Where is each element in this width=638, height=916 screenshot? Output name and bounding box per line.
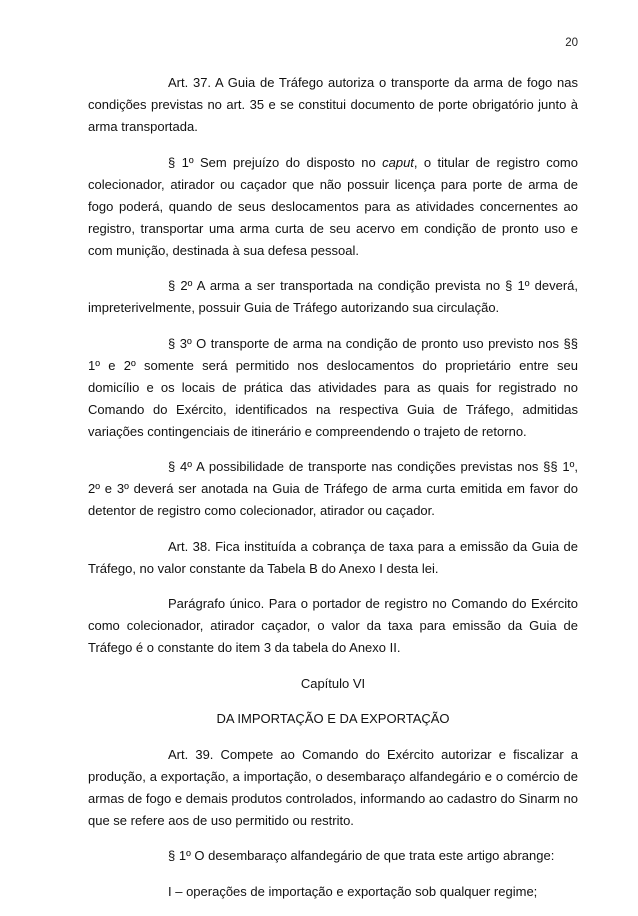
article-38-sole-paragraph: Parágrafo único. Para o portador de registro no Comando do Exército como colecionador, atirador caçador, o valor da taxa para emissão da Guia de Tráfego é o constante do item 3 da tabela do Anexo II.: [88, 596, 578, 655]
document-body: [88, 72, 578, 916]
article-39-item-i: I – operações de importação e exportação sob qualquer regime;: [168, 883, 538, 899]
article-37-paragraph-3: § 3º O transporte de arma na condição de pronto uso previsto nos §§ 1º e 2º somente será permitido nos deslocamentos do proprietário entre seu domicílio e os locais de prática das atividades para as quais for registrado no Comando do Exército, identificados na respectiva Guia de Tráfego, admitidas variações contingenciais de itinerário e compreendendo o trajeto de retorno.: [88, 335, 578, 439]
article-39: Art. 39. Compete ao Comando do Exército autorizar e fiscalizar a produção, a exportação, a importação, o desembaraço alfandegário e o comércio de armas de fogo e demais produtos controlados, informando ao cadastro do Sinarm no que se refere aos de uso permitido ou restrito.: [88, 746, 578, 828]
chapter-title: DA IMPORTAÇÃO E DA EXPORTAÇÃO: [216, 711, 450, 726]
chapter-label: Capítulo VI: [300, 675, 366, 691]
article-37: Art. 37. A Guia de Tráfego autoriza o transporte da arma de fogo nas condições previstas no art. 35 e se constitui documento de porte obrigatório junto à arma transportada.: [88, 75, 578, 134]
article-37-paragraph-4: § 4º A possibilidade de transporte nas condições previstas nos §§ 1º, 2º e 3º deverá ser anotada na Guia de Tráfego de arma curta emitida em favor do detentor de registro como colecionador, atirador ou caçador.: [88, 459, 578, 518]
caput-italic: caput: [382, 154, 414, 170]
article-38: Art. 38. Fica instituída a cobrança de taxa para a emissão da Guia de Tráfego, no valor constante da Tabela B do Anexo I desta lei.: [88, 538, 578, 576]
article-39-paragraph-1: § 1º O desembaraço alfandegário de que trata este artigo abrange:: [168, 848, 555, 863]
article-37-paragraph-1: [88, 152, 578, 262]
page-number: 20: [565, 37, 578, 49]
paragraph-text-before: § 1º Sem prejuízo do disposto no: [168, 154, 383, 170]
article-37-paragraph-2: § 2º A arma a ser transportada na condição prevista no § 1º deverá, impreterivelmente, possuir Guia de Tráfego autorizando sua circulação.: [88, 278, 578, 315]
paragraph-text-after: , o titular de registro como colecionador, atirador ou caçador que não possuir licença para porte de arma de fogo poderá, quando de seus deslocamentos para as atividades concernentes ao registro, transportar uma arma curta de seu acervo em condição de pronto uso e com munição, destinada à sua defesa pessoal.: [88, 154, 578, 258]
